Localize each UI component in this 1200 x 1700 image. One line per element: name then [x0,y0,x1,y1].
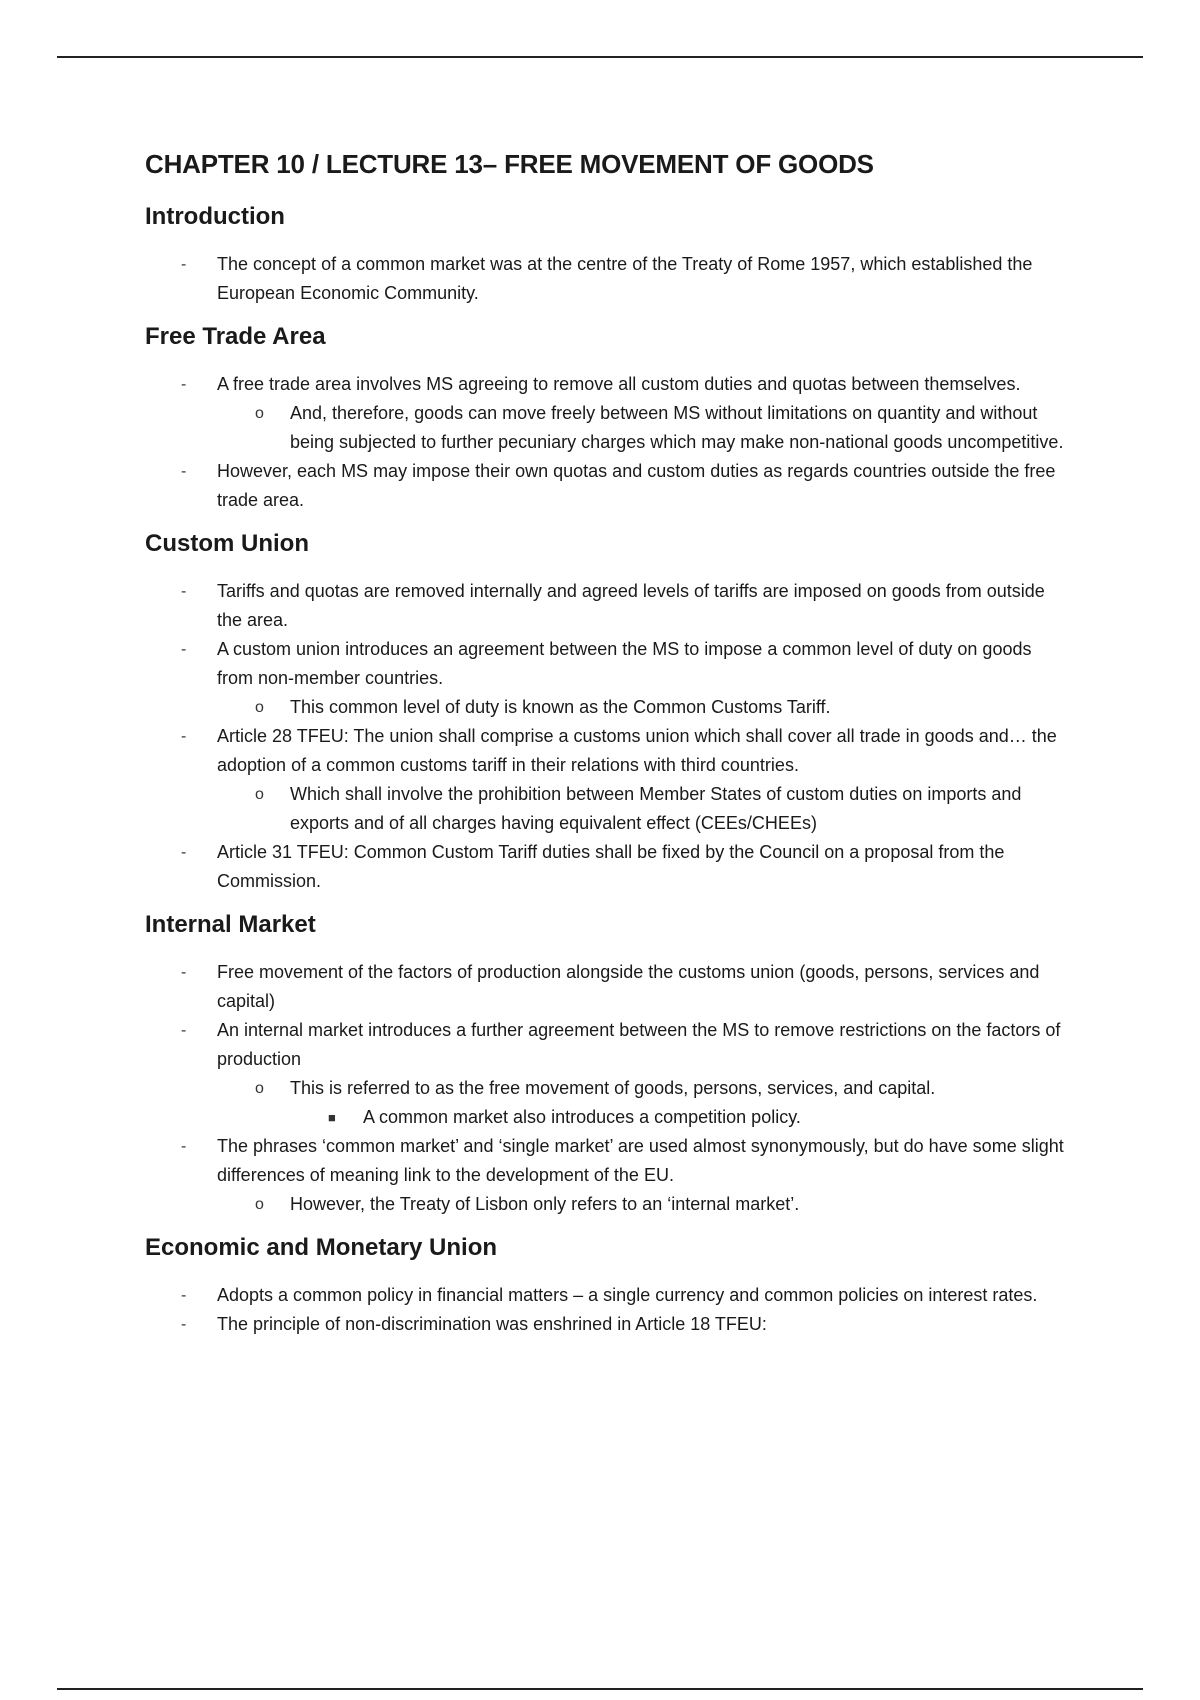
section [145,322,1065,515]
list-item-text: A custom union introduces an agreement between the MS to impose a common level of duty on goods from non-member countries. [217,639,1032,688]
list-item-text: A free trade area involves MS agreeing to remove all custom duties and quotas between themselves. [217,374,1021,394]
circle-bullet-icon: o [255,786,264,803]
list-item [145,838,1065,896]
list-item [145,457,1065,515]
list-item [145,1016,1065,1074]
list-item [145,1310,1065,1339]
document-body [145,148,1065,1353]
list-item-text: The phrases ‘common market’ and ‘single market’ are used almost synonymously, but do have some slight differences of meaning link to the development of the EU. [217,1136,1064,1185]
list-item [145,1281,1065,1310]
list-item [145,635,1065,693]
dash-bullet-icon: - [181,1138,187,1155]
list-item-text: The concept of a common market was at the centre of the Treaty of Rome 1957, which established the European Economic Community. [217,254,1033,303]
sections-container [145,202,1065,1339]
list-item-text: However, each MS may impose their own quotas and custom duties as regards countries outside the free trade area. [217,461,1056,510]
list-item-text: This common level of duty is known as the Common Customs Tariff. [290,697,831,717]
dash-bullet-icon: - [181,964,187,981]
list-item [145,577,1065,635]
dash-bullet-icon: - [181,728,187,745]
section-heading: Internal Market [145,911,316,938]
dash-bullet-icon: - [181,641,187,658]
list-item-text: Tariffs and quotas are removed internally and agreed levels of tariffs are imposed on goods from outside the area. [217,581,1045,630]
list-item [145,1074,1065,1103]
section [145,202,1065,308]
list-item-text: And, therefore, goods can move freely between MS without limitations on quantity and without being subjected to further pecuniary charges which may make non-national goods uncompetitive. [290,403,1064,452]
list-item [145,1132,1065,1190]
list-item [145,1190,1065,1219]
list-item-text: The principle of non-discrimination was enshrined in Article 18 TFEU: [217,1314,767,1334]
section [145,1233,1065,1339]
dash-bullet-icon: - [181,844,187,861]
list-item [145,370,1065,399]
circle-bullet-icon: o [255,405,264,422]
circle-bullet-icon: o [255,1080,264,1097]
dash-bullet-icon: - [181,463,187,480]
square-bullet-icon: ■ [328,1110,336,1125]
list-item-text: However, the Treaty of Lisbon only refers to an ‘internal market’. [290,1194,800,1214]
list-item-text: A common market also introduces a competition policy. [363,1107,801,1127]
list-item-text: Article 28 TFEU: The union shall comprise a customs union which shall cover all trade in goods and… the adoption of a common customs tariff in their relations with third countries. [217,726,1057,775]
list-item [145,1103,1065,1132]
list-item [145,722,1065,780]
list-item-text: An internal market introduces a further agreement between the MS to remove restrictions on the factors of production [217,1020,1061,1069]
list-item-text: Article 31 TFEU: Common Custom Tariff duties shall be fixed by the Council on a proposal from the Commission. [217,842,1005,891]
dash-bullet-icon: - [181,256,187,273]
list-item [145,399,1065,457]
list-item-text: Adopts a common policy in financial matters – a single currency and common policies on interest rates. [217,1285,1038,1305]
section [145,910,1065,1219]
list-item-text: This is referred to as the free movement of goods, persons, services, and capital. [290,1078,936,1098]
list-item [145,693,1065,722]
section-heading: Introduction [145,203,285,230]
list-item-text: Which shall involve the prohibition between Member States of custom duties on imports and exports and of all charges having equivalent effect (CEEs/CHEEs) [290,784,1022,833]
section [145,529,1065,896]
section-heading: Economic and Monetary Union [145,1234,498,1261]
circle-bullet-icon: o [255,1196,264,1213]
dash-bullet-icon: - [181,1287,187,1304]
dash-bullet-icon: - [181,583,187,600]
list-item [145,958,1065,1016]
list-item-text: Free movement of the factors of production alongside the customs union (goods, persons, services and capital) [217,962,1040,1011]
dash-bullet-icon: - [181,1316,187,1333]
header-rule [57,56,1143,58]
dash-bullet-icon: - [181,376,187,393]
document-title: CHAPTER 10 / LECTURE 13– FREE MOVEMENT OF GOODS [145,149,874,179]
list-item [145,250,1065,308]
list-item [145,780,1065,838]
dash-bullet-icon: - [181,1022,187,1039]
circle-bullet-icon: o [255,699,264,716]
section-heading: Free Trade Area [145,323,326,350]
section-heading: Custom Union [145,530,309,557]
footer-rule [57,1688,1143,1690]
